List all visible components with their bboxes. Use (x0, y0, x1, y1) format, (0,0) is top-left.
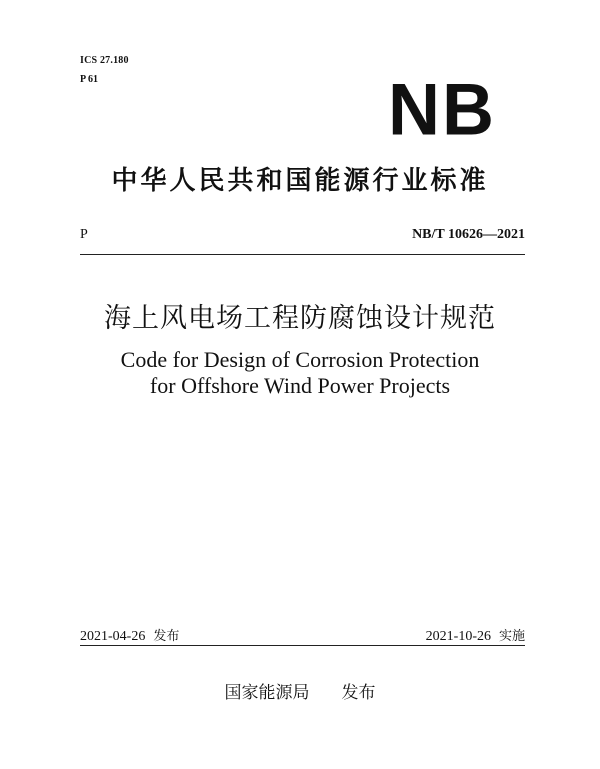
nb-logo: NB (388, 69, 496, 151)
standard-type-heading: 中华人民共和国能源行业标准 (111, 166, 489, 196)
title-chinese: 海上风电场工程防腐蚀设计规范 (104, 303, 496, 334)
title-english-line1: Code for Design of Corrosion Protection (120, 347, 480, 372)
standard-number: NB/T 10626—2021 (412, 227, 525, 242)
publish-label: 发布 (153, 629, 180, 644)
issuer-line (0, 678, 600, 703)
issuer-action: 发布 (341, 683, 376, 703)
implement-label: 实施 (498, 629, 525, 644)
ics-code: ICS 27.180 (80, 55, 129, 66)
title-english-line2: for Offshore Wind Power Projects (149, 373, 451, 398)
category-mark: P (80, 227, 88, 242)
bottom-divider (80, 645, 525, 646)
implement-date-block (426, 625, 525, 645)
top-divider (80, 254, 525, 255)
publish-date-block (80, 625, 179, 645)
classification-code: P 61 (80, 74, 99, 85)
issuer-name: 国家能源局 (224, 683, 310, 703)
implement-date: 2021-10-26 (425, 629, 491, 644)
publish-date: 2021-04-26 (80, 629, 146, 644)
